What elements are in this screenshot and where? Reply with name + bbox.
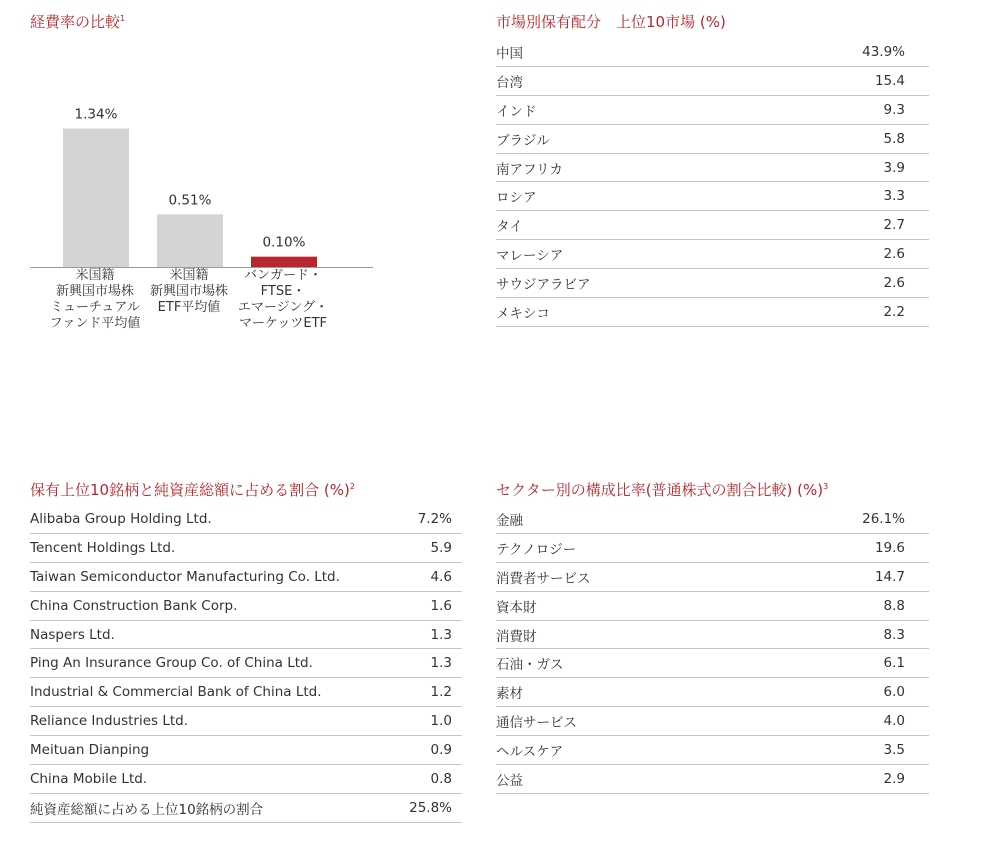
table-row [496,534,929,563]
row-value: 5.8 [883,130,905,147]
row-value: 19.6 [874,539,905,556]
category-label-line: 新興国市場株 [149,284,228,299]
market-allocation-table [496,38,929,327]
row-value: 2.6 [883,246,905,263]
row-label: 石油・ガス [496,657,564,674]
row-value: 1.3 [430,626,452,643]
row-value: 0.9 [430,742,452,759]
table-row [30,765,462,794]
top-holdings-table [30,505,462,823]
bar-2 [157,214,223,267]
row-value: 6.1 [883,655,905,672]
row-label: タイ [496,219,523,236]
table-row [30,592,462,621]
row-value: 8.3 [883,626,905,643]
row-label: 通信サービス [496,715,577,732]
data-label-2: 0.51% [168,192,212,209]
row-value: 15.4 [874,72,905,89]
row-value: 2.9 [883,770,905,787]
row-value: 9.3 [883,101,905,118]
row-label: 金融 [496,512,523,529]
row-value: 8.8 [883,597,905,614]
row-value: 1.6 [430,597,452,614]
total-label: 純資産総額に占める上位10銘柄の割合 [30,801,264,818]
row-label: 素材 [496,686,523,703]
row-label: 消費財 [496,628,537,645]
row-label: China Construction Bank Corp. [30,597,238,614]
category-label-mutual-fund [47,268,143,332]
table-row [496,67,929,96]
category-label-line: 新興国市場株 [55,284,134,299]
row-label: マレーシア [496,248,564,265]
row-value: 1.3 [430,655,452,672]
row-label: テクノロジー [496,541,577,558]
data-label-1: 1.34% [74,106,118,123]
row-value: 6.0 [883,684,905,701]
row-value: 14.7 [874,568,905,585]
row-value: 2.7 [883,217,905,234]
table-row [496,592,929,621]
table-row [496,125,929,154]
category-label-line: 米国籍 [169,268,209,283]
row-label: メキシコ [496,305,550,322]
row-value: 43.9% [862,43,905,60]
category-label-line: マーケッツETF [239,316,327,331]
sector-table-title: セクター別の構成比率(普通株式の割合比較) (%)$^3$ [496,481,829,499]
table-row [30,707,462,736]
row-value: 3.3 [883,188,905,205]
holdings-table-title: 保有上位10銘柄と純資産総額に占める割合 (%)$^2$ [30,481,355,499]
row-label: サウジアラビア [496,277,591,294]
table-row [30,621,462,650]
category-label-line: FTSE・ [260,284,306,299]
table-row [30,534,462,563]
row-label: China Mobile Ltd. [30,770,148,787]
row-label: 消費者サービス [496,570,591,587]
category-label-etf-average [141,268,237,316]
category-label-vanguard-etf [235,268,331,332]
table-row [496,621,929,650]
row-value: 2.6 [883,275,905,292]
row-label: 台湾 [496,74,523,91]
table-row [496,765,929,794]
total-row [30,794,462,823]
row-value: 26.1% [862,510,905,527]
row-label: Tencent Holdings Ltd. [30,539,176,556]
row-label: Taiwan Semiconductor Manufacturing Co. Ltd. [30,568,340,585]
row-value: 5.9 [430,539,452,556]
table-row [30,563,462,592]
category-label-line: エマージング・ [237,300,329,315]
table-row [496,505,929,534]
category-label-line: 米国籍 [75,268,115,283]
row-value: 1.2 [430,684,452,701]
row-label: Ping An Insurance Group Co. of China Ltd. [30,655,313,672]
row-label: 中国 [496,45,523,62]
table-row [496,240,929,269]
category-label-line: バンガード・ [243,268,322,283]
category-label-line: ファンド平均値 [49,316,141,331]
table-row [496,736,929,765]
expense-chart-title: 経費率の比較$^1$ [30,13,126,31]
category-label-line: ETF平均値 [157,300,221,315]
category-label-line: ミューチュアル [50,300,140,315]
row-value: 4.0 [883,713,905,730]
table-row [496,649,929,678]
total-value: 25.8% [409,799,452,816]
data-label-3: 0.10% [262,234,306,251]
row-value: 3.5 [883,742,905,759]
table-row [496,707,929,736]
row-label: Industrial & Commercial Bank of China Ltd. [30,684,322,701]
row-value: 4.6 [430,568,452,585]
table-row [30,505,462,534]
row-value: 1.0 [430,713,452,730]
holdings-title-footnote: 2 [349,482,355,491]
row-label: ロシア [496,190,537,207]
row-label: インド [496,103,537,120]
table-row [496,182,929,211]
sector-title-footnote: 3 [823,482,829,491]
expense-title-footnote: 1 [120,14,126,23]
row-label: ブラジル [496,132,550,149]
table-row [496,269,929,298]
sector-allocation-table [496,505,929,794]
expense-bar-chart [30,60,380,275]
row-value: 7.2% [417,510,452,527]
table-row [496,154,929,183]
table-row [30,736,462,765]
row-value: 2.2 [883,303,905,320]
row-label: Naspers Ltd. [30,626,115,643]
table-row [496,38,929,67]
table-row [496,563,929,592]
bar-1 [63,129,129,267]
row-label: 南アフリカ [496,161,563,178]
table-row [496,96,929,125]
row-value: 0.8 [430,770,452,787]
bar-3 [251,257,317,267]
row-value: 3.9 [883,159,905,176]
table-row [496,678,929,707]
table-row [496,298,929,327]
table-row [496,211,929,240]
row-label: Alibaba Group Holding Ltd. [30,510,212,527]
table-row [30,649,462,678]
row-label: Meituan Dianping [30,742,150,759]
row-label: 資本財 [496,599,537,616]
row-label: ヘルスケア [496,744,564,761]
market-table-title: 市場別保有配分 上位10市場 (%) [496,13,726,31]
table-row [30,678,462,707]
row-label: 公益 [496,772,523,789]
row-label: Reliance Industries Ltd. [30,713,189,730]
